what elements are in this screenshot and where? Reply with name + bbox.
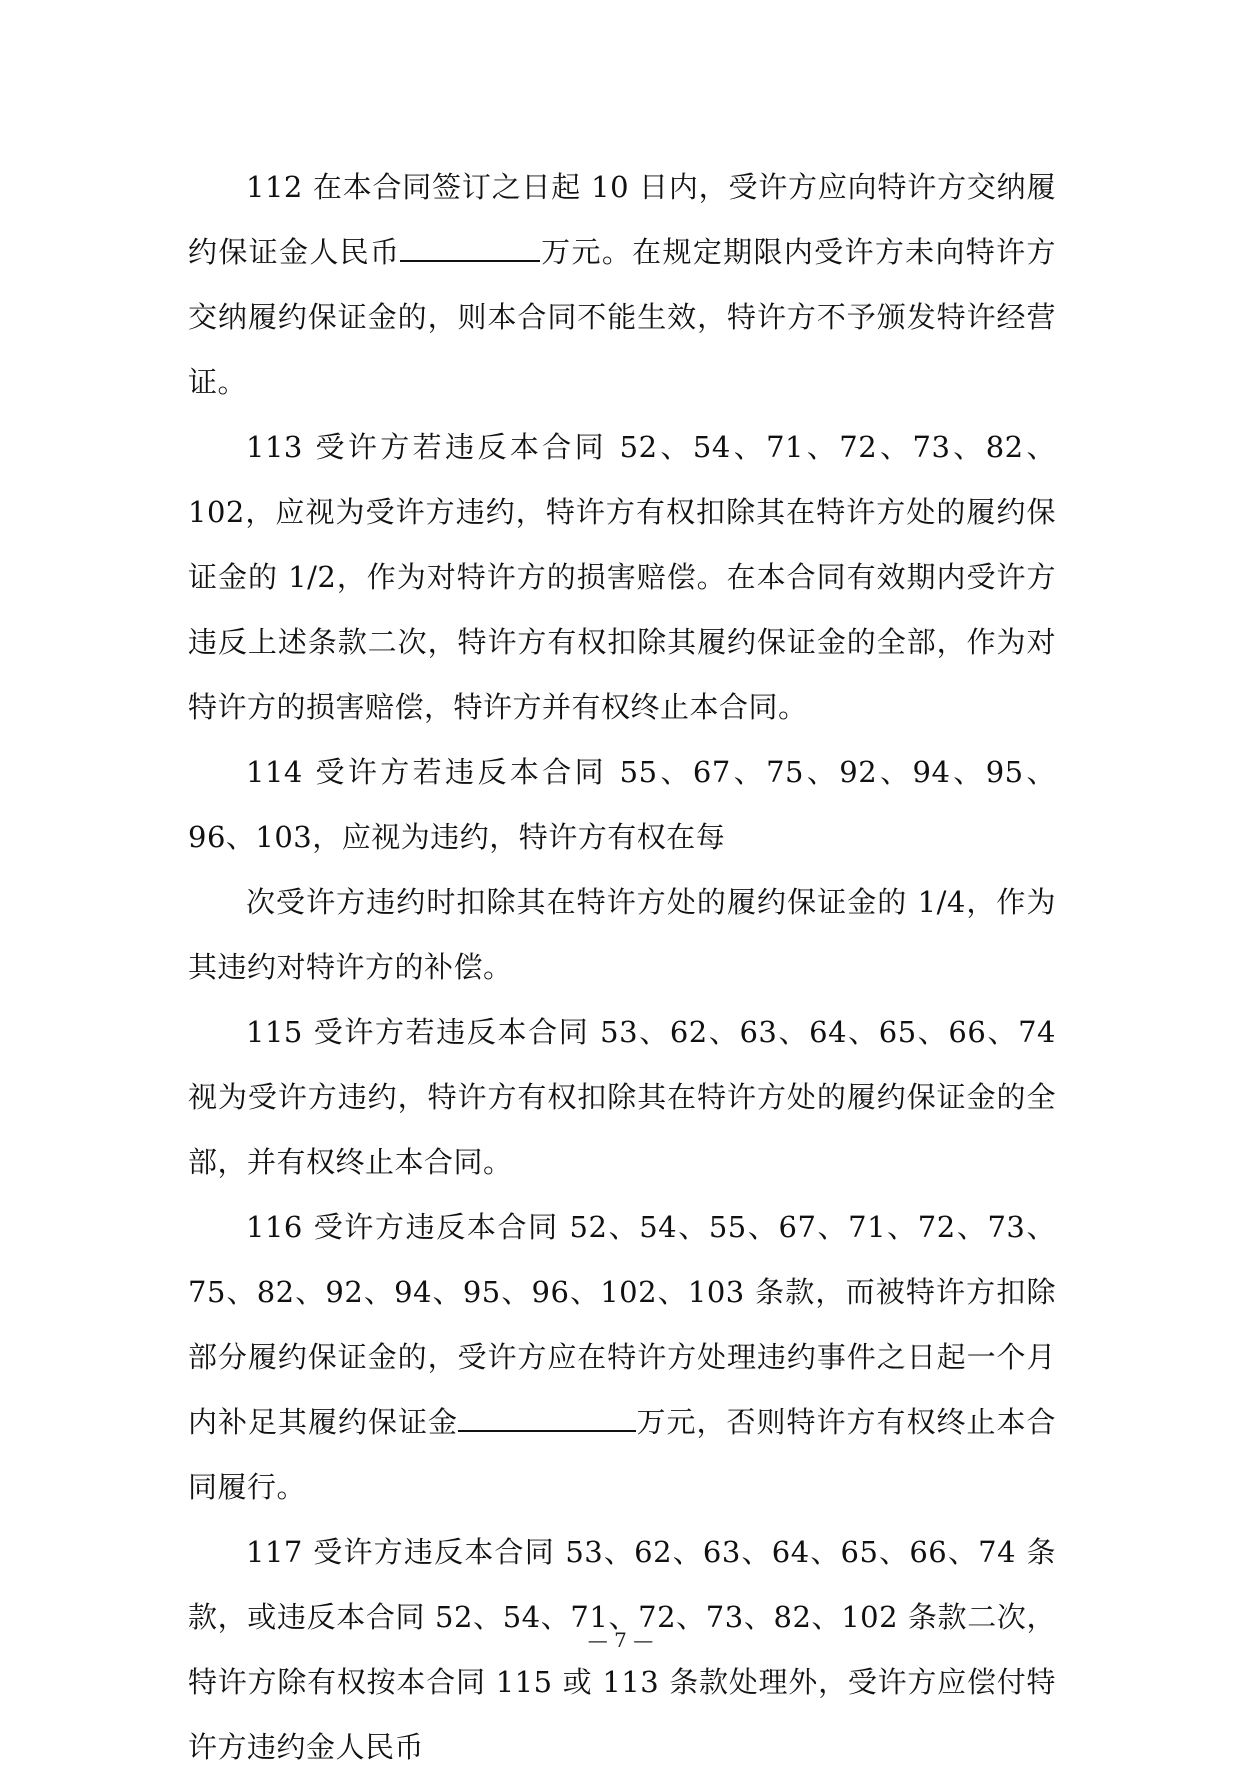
paragraph-112 [188, 155, 1056, 415]
paragraph-114-continued: 次受许方违约时扣除其在特许方处的履约保证金的 1/4，作为其违约对特许方的补偿。 [188, 885, 1056, 984]
blank-amount-field [458, 1400, 636, 1432]
paragraph-113: 113 受许方若违反本合同 52、54、71、72、73、82、102，应视为受许方违约，特许方有权扣除其在特许方处的履约保证金的 1/2，作为对特许方的损害赔偿。在本合同有效期内受许方违反上述条款二次，特许方有权扣除其履约保证金的全部，作为对特许方的损害赔偿，特许方并有权终止本合同。 [188, 430, 1056, 724]
paragraph-115: 115 受许方若违反本合同 53、62、63、64、65、66、74 视为受许方违约，特许方有权扣除其在特许方处的履约保证金的全部，并有权终止本合同。 [188, 1015, 1056, 1179]
paragraph-117: 117 受许方违反本合同 53、62、63、64、65、66、74 条款，或违反本合同 52、54、71、72、73、82、102 条款二次，特许方除有权按本合同 115 或 113 条款处理外，受许方应偿付特许方违约金人民币 [188, 1535, 1056, 1764]
paragraph-116-text-after: 万元，否则特许方有权终止本合同履行。 [188, 1405, 1056, 1504]
page-number: — 7 — [587, 1628, 654, 1652]
document-body [188, 155, 1056, 1780]
paragraph-112-text-before: 112 在本合同签订之日起 10 日内，受许方应向特许方交纳履约保证金人民币 [188, 170, 1056, 269]
blank-amount-field [400, 230, 540, 262]
paragraph-112-text-after: 万元。在规定期限内受许方未向特许方交纳履约保证金的，则本合同不能生效，特许方不予颁发特许经营证。 [188, 235, 1056, 399]
paragraph-114: 114 受许方若违反本合同 55、67、75、92、94、95、96、103，应视为违约，特许方有权在每 [188, 755, 1056, 854]
paragraph-116 [188, 1195, 1056, 1520]
paragraph-116-text-before: 116 受许方违反本合同 52、54、55、67、71、72、73、75、82、92、94、95、96、102、103 条款，而被特许方扣除部分履约保证金的，受许方应在特许方处理违约事件之日起一个月内补足其履约保证金 [188, 1210, 1056, 1439]
